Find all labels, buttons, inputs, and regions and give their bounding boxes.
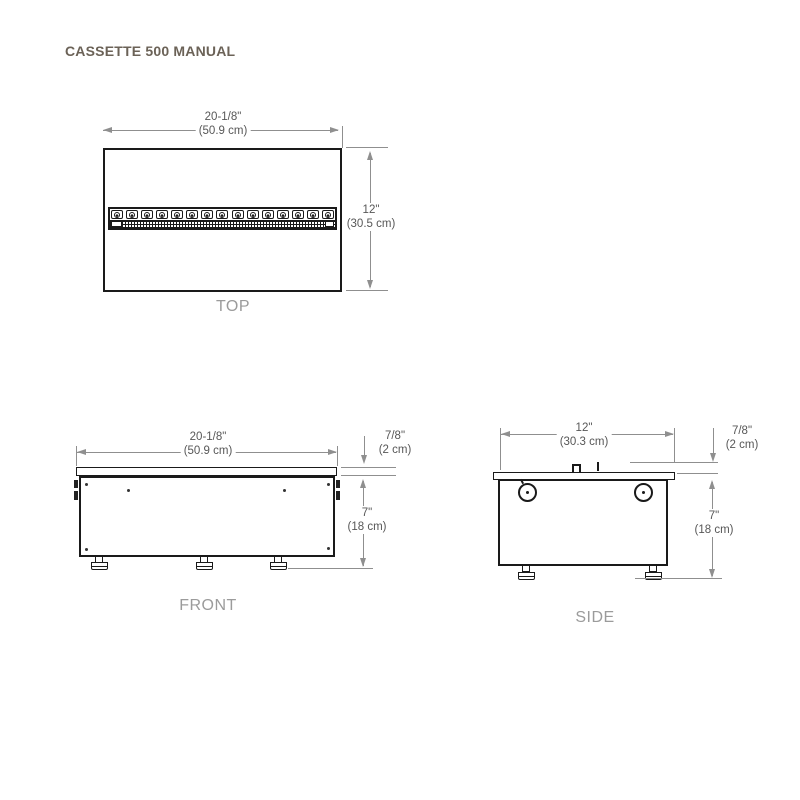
- arrowhead-right-icon: [665, 431, 674, 437]
- arrowhead-down-icon: [709, 569, 715, 578]
- arrowhead-right-icon: [328, 449, 337, 455]
- dimension-text: [692, 509, 737, 537]
- dimension-text: [376, 429, 415, 457]
- mesh-end-cap-right: [325, 221, 334, 227]
- leveling-foot: [649, 565, 657, 572]
- leveling-foot: [518, 572, 535, 580]
- extension-line: [342, 126, 343, 148]
- burner-port-icon: [277, 210, 289, 219]
- arrowhead-down-icon: [367, 280, 373, 289]
- burner-port-circle: [129, 212, 135, 218]
- screw-icon: [85, 548, 88, 551]
- burner-port-circle: [280, 212, 286, 218]
- burner-port-row: [110, 209, 335, 220]
- top-view-label: TOP: [215, 298, 251, 315]
- arrowhead-left-icon: [77, 449, 86, 455]
- burner-port-icon: [307, 210, 319, 219]
- dimension-value: 12": [575, 422, 593, 434]
- leveling-foot: [91, 562, 108, 570]
- burner-port-circle: [325, 212, 331, 218]
- burner-port-circle: [174, 212, 180, 218]
- screw-icon: [283, 489, 286, 492]
- leveling-foot: [522, 565, 530, 572]
- side-view-label: SIDE: [575, 609, 615, 626]
- screw-icon: [327, 547, 330, 550]
- burner-port-icon: [232, 210, 244, 219]
- burner-port-icon: [156, 210, 168, 219]
- extension-line: [288, 568, 373, 569]
- burner-strip: [108, 207, 337, 230]
- dimension-value: 7/8": [731, 425, 753, 437]
- extension-line: [674, 428, 675, 462]
- burner-port-icon: [171, 210, 183, 219]
- burner-port-icon: [111, 210, 123, 219]
- dimension-text: [557, 421, 612, 449]
- arrowhead-up-icon: [360, 479, 366, 488]
- extension-line: [346, 147, 388, 148]
- dimension-text: [196, 110, 251, 138]
- dimension-value: 20-1/8": [189, 431, 227, 443]
- burner-port-icon: [201, 210, 213, 219]
- dimension-value: 12": [362, 204, 380, 216]
- burner-mesh: [110, 220, 335, 228]
- burner-port-circle: [144, 212, 150, 218]
- burner-port-circle: [219, 212, 225, 218]
- front-body-outline: [79, 475, 335, 557]
- extension-line: [677, 473, 718, 474]
- page-title: CASSETTE 500 MANUAL: [65, 43, 236, 59]
- burner-port-icon: [186, 210, 198, 219]
- dimension-value: 20-1/8": [204, 111, 242, 123]
- extension-line: [337, 446, 338, 466]
- arrowhead-down-icon: [710, 453, 716, 462]
- burner-port-circle: [204, 212, 210, 218]
- dimension-text: [345, 506, 390, 534]
- side-top-tick: [597, 462, 599, 471]
- burner-port-circle: [235, 212, 241, 218]
- burner-port-icon: [262, 210, 274, 219]
- arrowhead-right-icon: [330, 127, 339, 133]
- dimension-metric: (2 cm): [378, 444, 412, 456]
- arrowhead-up-icon: [709, 480, 715, 489]
- burner-port-circle: [265, 212, 271, 218]
- dimension-text: [181, 430, 236, 458]
- mesh-end-cap-left: [111, 221, 122, 227]
- dimension-value: 7": [708, 510, 720, 522]
- dimension-metric: (50.9 cm): [183, 445, 233, 457]
- dimension-text: [723, 424, 762, 452]
- screw-icon: [127, 489, 130, 492]
- front-right-tab: [336, 480, 340, 488]
- arrowhead-left-icon: [501, 431, 510, 437]
- dimension-metric: (18 cm): [694, 524, 734, 536]
- burner-port-circle: [114, 212, 120, 218]
- burner-port-circle: [250, 212, 256, 218]
- burner-port-icon: [247, 210, 259, 219]
- leveling-foot: [196, 562, 213, 570]
- dimension-metric: (30.3 cm): [559, 436, 609, 448]
- dimension-metric: (2 cm): [725, 439, 759, 451]
- dimension-metric: (18 cm): [347, 521, 387, 533]
- top-view-outline: [103, 148, 342, 292]
- front-view-label: FRONT: [179, 597, 237, 614]
- burner-port-circle: [310, 212, 316, 218]
- dimension-text: [344, 203, 399, 231]
- front-right-tab: [336, 491, 340, 500]
- side-top-bracket: [572, 464, 581, 472]
- leveling-foot: [270, 562, 287, 570]
- dimension-value: 7": [361, 507, 373, 519]
- arrowhead-down-icon: [360, 558, 366, 567]
- burner-port-circle: [189, 212, 195, 218]
- burner-port-icon: [322, 210, 334, 219]
- dimension-line: [713, 428, 714, 456]
- burner-port-icon: [216, 210, 228, 219]
- burner-port-circle: [159, 212, 165, 218]
- front-left-tab: [74, 480, 78, 488]
- control-knob-icon: [634, 483, 653, 502]
- burner-port-circle: [295, 212, 301, 218]
- dimension-metric: (50.9 cm): [198, 125, 248, 137]
- burner-port-icon: [292, 210, 304, 219]
- dimension-metric: (30.5 cm): [346, 218, 396, 230]
- screw-icon: [85, 483, 88, 486]
- screw-icon: [327, 483, 330, 486]
- front-left-tab: [74, 491, 78, 500]
- arrowhead-left-icon: [103, 127, 112, 133]
- dimension-value: 7/8": [384, 430, 406, 442]
- arrowhead-down-icon: [361, 455, 367, 464]
- extension-line: [346, 290, 388, 291]
- extension-line: [341, 467, 396, 468]
- control-knob-icon: [518, 483, 537, 502]
- extension-line: [635, 578, 722, 579]
- extension-line: [630, 462, 718, 463]
- arrowhead-up-icon: [367, 151, 373, 160]
- burner-port-icon: [141, 210, 153, 219]
- extension-line: [341, 475, 396, 476]
- burner-port-icon: [126, 210, 138, 219]
